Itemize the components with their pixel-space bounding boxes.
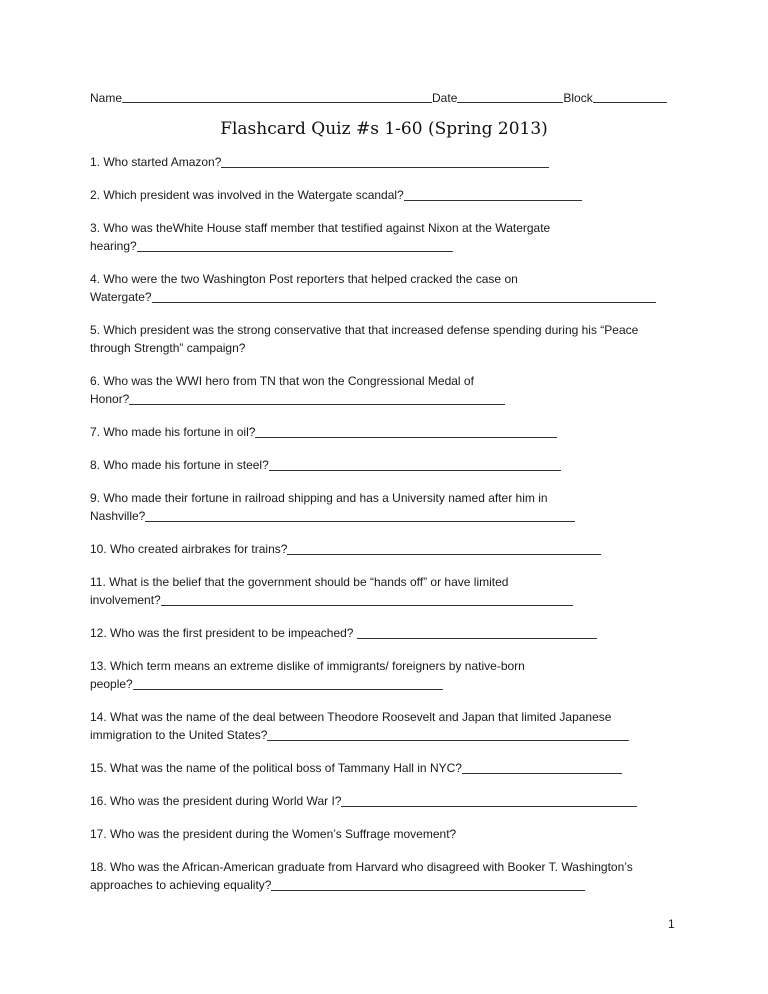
question-4: [90, 270, 680, 306]
question-14: [90, 708, 680, 744]
question-text-cont: Honor?: [90, 392, 130, 406]
header-line: [90, 90, 667, 105]
question-12: [90, 624, 680, 642]
question-text-cont: Watergate?: [90, 290, 152, 304]
name-field[interactable]: [122, 90, 432, 103]
question-text: 15. What was the name of the political boss of Tammany Hall in NYC?: [90, 761, 462, 775]
question-5: [90, 321, 680, 357]
answer-line[interactable]: [152, 290, 656, 303]
question-text: 8. Who made his fortune in steel?: [90, 458, 269, 472]
answer-line[interactable]: [462, 761, 622, 774]
question-6: [90, 372, 680, 408]
question-text: 12. Who was the first president to be impeached?: [90, 626, 354, 640]
question-text: 11. What is the belief that the government should be “hands off” or have limited: [90, 575, 509, 589]
answer-line[interactable]: [255, 425, 557, 438]
question-text: 7. Who made his fortune in oil?: [90, 425, 256, 439]
question-text: 10. Who created airbrakes for trains?: [90, 542, 288, 556]
question-list: [90, 153, 680, 894]
page-title: Flashcard Quiz #s 1-60 (Spring 2013): [220, 119, 548, 139]
question-text: 17. Who was the president during the Women’s Suffrage movement?: [90, 827, 457, 841]
answer-line[interactable]: [287, 542, 601, 555]
answer-line[interactable]: [133, 677, 443, 690]
question-text: 2. Which president was involved in the Watergate scandal?: [90, 188, 404, 202]
question-text-cont: people?: [90, 677, 133, 691]
answer-line[interactable]: [404, 188, 582, 201]
date-label: Date: [432, 91, 458, 105]
answer-line[interactable]: [341, 794, 637, 807]
question-8: [90, 456, 680, 474]
name-label: Name: [90, 91, 123, 105]
date-field[interactable]: [457, 90, 563, 103]
answer-line[interactable]: [137, 239, 453, 252]
question-16: [90, 792, 680, 810]
question-text-cont: immigration to the United States?: [90, 728, 268, 742]
question-7: [90, 423, 680, 441]
question-3: [90, 219, 680, 255]
question-13: [90, 657, 680, 693]
question-text: 18. Who was the African-American graduate from Harvard who disagreed with Booker T. Washington’s: [90, 860, 633, 874]
question-text-cont: through Strength” campaign?: [90, 341, 246, 355]
page-number: 1: [668, 917, 675, 931]
question-1: [90, 153, 680, 171]
answer-line[interactable]: [161, 593, 573, 606]
question-9: [90, 489, 680, 525]
question-text: 5. Which president was the strong conservative that that increased defense spending during his “Peace: [90, 323, 639, 337]
question-18: [90, 858, 680, 894]
answer-line[interactable]: [267, 728, 629, 741]
question-text: 3. Who was theWhite House staff member that testified against Nixon at the Watergate: [90, 221, 551, 235]
answer-line[interactable]: [271, 878, 585, 891]
question-2: [90, 186, 680, 204]
answer-line[interactable]: [221, 155, 549, 168]
answer-line[interactable]: [145, 509, 575, 522]
question-11: [90, 573, 680, 609]
question-text: 1. Who started Amazon?: [90, 155, 222, 169]
question-text: 4. Who were the two Washington Post reporters that helped cracked the case on: [90, 272, 518, 286]
question-text: 9. Who made their fortune in railroad shipping and has a University named after him in: [90, 491, 548, 505]
question-10: [90, 540, 680, 558]
question-17: [90, 825, 680, 843]
question-text-cont: hearing?: [90, 239, 137, 253]
answer-line[interactable]: [269, 458, 561, 471]
question-text: 14. What was the name of the deal between Theodore Roosevelt and Japan that limited Japanese: [90, 710, 612, 724]
block-field[interactable]: [593, 90, 667, 103]
question-text-cont: Nashville?: [90, 509, 146, 523]
question-text: 13. Which term means an extreme dislike of immigrants/ foreigners by native-born: [90, 659, 525, 673]
question-text-cont: approaches to achieving equality?: [90, 878, 272, 892]
answer-line[interactable]: [129, 392, 505, 405]
question-text: 16. Who was the president during World War I?: [90, 794, 342, 808]
block-label: Block: [563, 91, 593, 105]
answer-line[interactable]: [357, 626, 597, 639]
question-text-cont: involvement?: [90, 593, 161, 607]
question-15: [90, 759, 680, 777]
question-text: 6. Who was the WWI hero from TN that won the Congressional Medal of: [90, 374, 474, 388]
